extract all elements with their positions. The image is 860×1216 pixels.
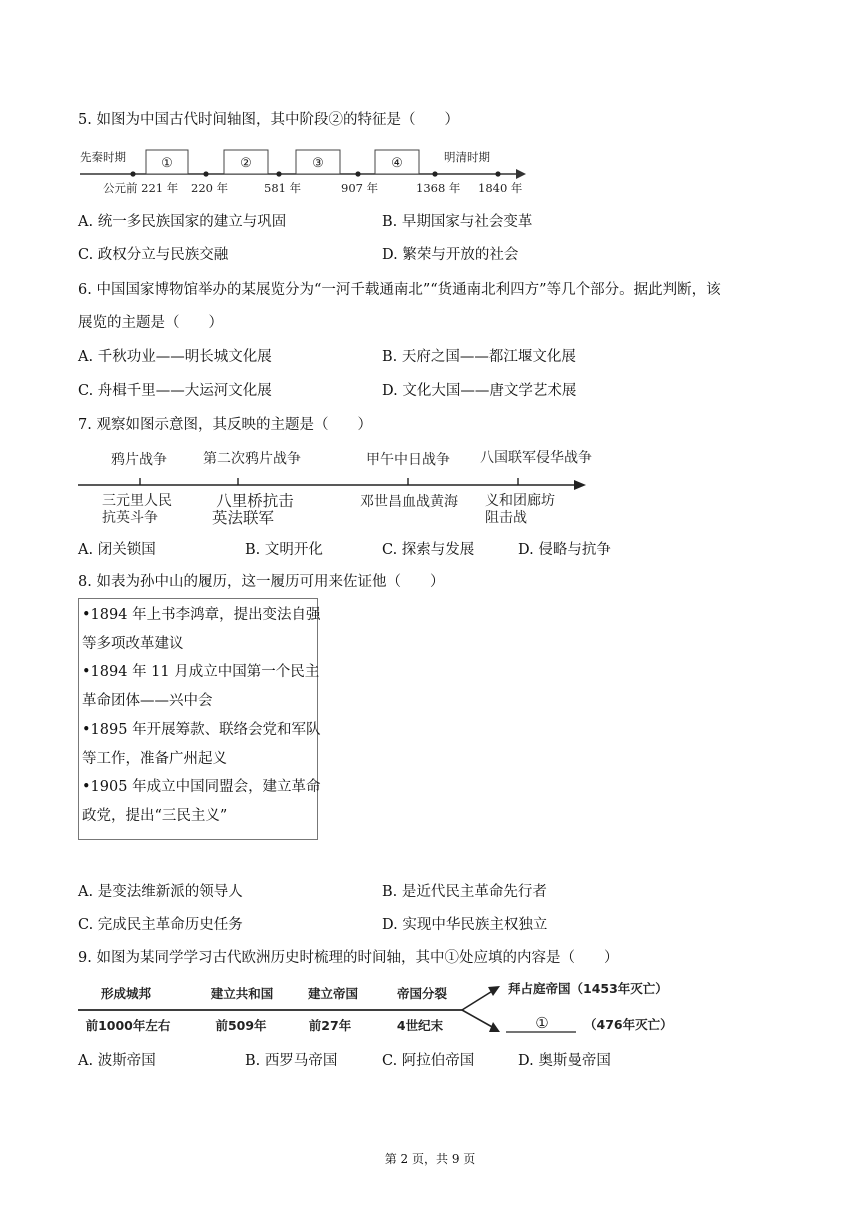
q5-stem: 5. 如图为中国古代时间轴图，其中阶段②的特征是（ ）: [78, 112, 459, 128]
q9-event-3: 建立帝国: [307, 986, 359, 1001]
q9-branch-up-arrow: [488, 986, 500, 996]
q6-option-c: C. 舟楫千里——大运河文化展: [78, 383, 272, 399]
q9-event-1: 形成城邦: [100, 986, 152, 1001]
q8-option-c: C. 完成民主革命历史任务: [78, 917, 243, 933]
q6-stem-line2: 展览的主题是（ ）: [78, 315, 223, 331]
q9-timeline: [78, 976, 678, 1042]
q5-year-3: 581 年: [264, 181, 302, 195]
q6-option-b: B. 天府之国——都江堰文化展: [382, 349, 576, 365]
q8-resume-line-2: 等多项改革建议: [82, 635, 184, 652]
q5-right-label: 明清时期: [444, 150, 490, 164]
q5-option-a: A. 统一多民族国家的建立与巩固: [78, 214, 287, 230]
q9-branch-marker: ①: [535, 1014, 549, 1032]
q9-branch-up: [462, 990, 494, 1010]
q7-event-bottom-1b: 抗英斗争: [102, 510, 158, 526]
q7-option-d: D. 侵略与抗争: [518, 542, 611, 558]
q5-year-5: 1368 年: [416, 181, 461, 195]
q9-date-3: 前27年: [308, 1018, 352, 1033]
q5-left-label: 先秦时期: [80, 150, 126, 164]
q7-option-b: B. 文明开化: [245, 542, 323, 558]
q7-option-c: C. 探索与发展: [382, 542, 475, 558]
q5-dot-2: [203, 171, 208, 176]
q5-arrow-head: [516, 169, 526, 179]
q8-resume-line-4: 革命团体——兴中会: [82, 693, 213, 710]
q5-option-b: B. 早期国家与社会变革: [382, 214, 533, 230]
q5-dot-3: [276, 171, 281, 176]
q8-resume-line-3: •1894 年 11 月成立中国第一个民主: [82, 664, 320, 681]
q9-date-1: 前1000年左右: [85, 1018, 171, 1033]
q5-option-d: D. 繁荣与开放的社会: [382, 247, 519, 263]
q5-stage-4: ④: [391, 156, 403, 171]
q7-event-bottom-4a: 义和团廊坊: [485, 493, 555, 509]
q8-resume-line-7: •1905 年成立中国同盟会，建立革命: [82, 779, 321, 796]
q5-dot-6: [495, 171, 500, 176]
q5-dot-5: [432, 171, 437, 176]
q5-stage-1: ①: [161, 156, 173, 171]
q9-branch-note: （476年灭亡）: [584, 1017, 673, 1032]
q9-branch-down: [462, 1010, 494, 1028]
q5-dot-4: [355, 171, 360, 176]
q7-event-top-4: 八国联军侵华战争: [480, 450, 592, 466]
q5-dot-1: [130, 171, 135, 176]
q5-year-6: 1840 年: [478, 181, 523, 195]
q7-event-bottom-2a: 八里桥抗击: [216, 492, 294, 510]
q8-resume-line-1: •1894 年上书李鸿章，提出变法自强: [82, 607, 321, 623]
q7-stem: 7. 观察如图示意图，其反映的主题是（ ）: [78, 417, 372, 433]
q7-event-top-3: 甲午中日战争: [366, 452, 450, 468]
q7-option-a: A. 闭关锁国: [78, 542, 156, 558]
q6-stem-line1: 6. 中国国家博物馆举办的某展览分为“一河千载通南北”“货通南北利四方”等几个部分。据此判断，该: [78, 282, 721, 298]
q5-stage-3: ③: [312, 156, 324, 171]
q7-timeline: [78, 445, 598, 529]
q7-event-bottom-3: 邓世昌血战黄海: [360, 494, 458, 510]
q9-date-4: 4世纪末: [396, 1018, 444, 1033]
q6-option-d: D. 文化大国——唐文学艺术展: [382, 383, 577, 399]
q8-resume-line-8: 政党，提出“三民主义”: [82, 807, 228, 824]
q6-option-a: A. 千秋功业——明长城文化展: [78, 349, 272, 365]
q9-event-4: 帝国分裂: [396, 986, 448, 1001]
q7-event-bottom-4b: 阻击战: [485, 510, 527, 526]
q9-option-b: B. 西罗马帝国: [245, 1053, 338, 1069]
q7-event-top-2: 第二次鸦片战争: [203, 451, 301, 467]
q5-year-2: 220 年: [191, 181, 229, 195]
q9-branch-top: 拜占庭帝国（1453年灭亡）: [508, 981, 668, 996]
q5-timeline: [78, 143, 538, 199]
q7-event-bottom-2b: 英法联军: [211, 509, 275, 527]
q8-resume-line-5: •1895 年开展筹款、联络会党和军队: [82, 721, 321, 738]
q5-year-1: 公元前 221 年: [103, 181, 179, 195]
q9-event-2: 建立共和国: [210, 986, 274, 1001]
q7-event-bottom-1a: 三元里人民: [102, 493, 172, 509]
q5-stage-2: ②: [240, 156, 252, 171]
q7-event-top-1: 鸦片战争: [111, 452, 167, 468]
q9-option-d: D. 奥斯曼帝国: [518, 1053, 611, 1069]
q8-resume-table: [78, 598, 321, 840]
q9-option-c: C. 阿拉伯帝国: [382, 1053, 475, 1069]
q5-year-4: 907 年: [341, 181, 379, 195]
q7-arrow-head: [574, 480, 586, 490]
q8-stem: 8. 如表为孙中山的履历，这一履历可用来佐证他（ ）: [78, 574, 445, 590]
q8-option-b: B. 是近代民主革命先行者: [382, 884, 547, 900]
q9-stem: 9. 如图为某同学学习古代欧洲历史时梳理的时间轴，其中①处应填的内容是（ ）: [78, 950, 619, 966]
q9-date-2: 前509年: [215, 1018, 267, 1033]
q8-option-a: A. 是变法维新派的领导人: [78, 884, 243, 900]
q5-option-c: C. 政权分立与民族交融: [78, 247, 229, 263]
q8-resume-line-6: 等工作，准备广州起义: [82, 750, 227, 767]
q9-option-a: A. 波斯帝国: [78, 1053, 156, 1069]
q8-option-d: D. 实现中华民族主权独立: [382, 917, 548, 933]
page-footer: 第 2 页，共 9 页: [384, 1152, 476, 1166]
